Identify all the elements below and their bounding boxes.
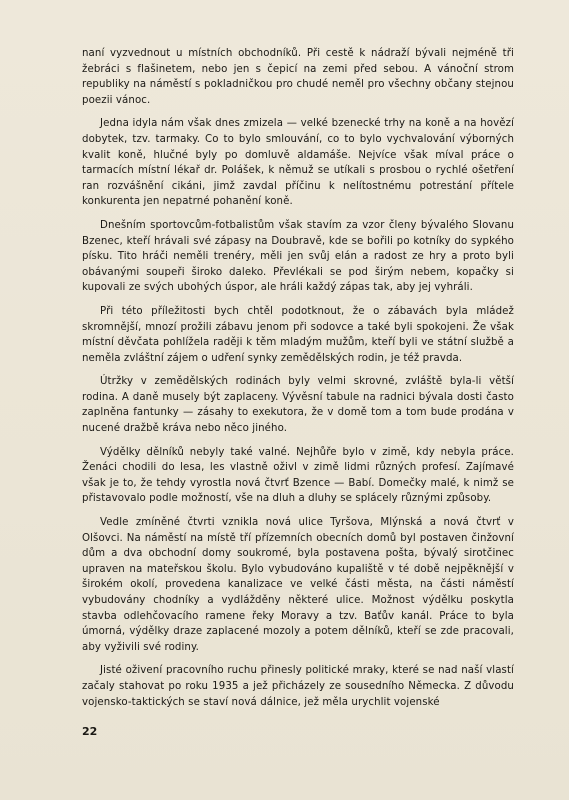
paragraph: Dnešním sportovcům-fotbalistům však stavím za vzor členy bývalého Slovanu Bzenec, kteří hrávali své zápasy na Doubravě, kde se bořili po kotníky do sypkého písku. Tito hráči neměli trenéry, měli jen svůj elán a radost ze hry a proto byli obávanými soupeři široko daleko. Převlékali se pod širým nebem, kopačky si kupovali ze svých ubohých úspor, ale hráli každý zápas tak, aby jej vyhráli. [82, 219, 514, 294]
paragraph: Jisté oživení pracovního ruchu přinesly politické mraky, které se nad naší vlastí začaly stahovat po roku 1935 a jež přicházely ze sousedního Německa. Z důvodu vojensko-taktických se staví nová dálnice, jež měla urychlit vojenské [82, 665, 514, 708]
paragraph: naní vyzvednout u místních obchodníků. Při cestě k nádraží bývali nejméně tři žebráci s flašinetem, nebo jen s čepicí na zemi před sebou. A vánoční strom republiky na náměstí s pokladničkou pro chudé neměl pro všechny občany stejnou poezii vánoc. [82, 48, 514, 106]
page-number: 22 [82, 725, 98, 738]
body-text [82, 46, 514, 718]
paragraph: Vedle zmíněné čtvrti vznikla nová ulice Tyršova, Mlýnská a nová čtvrť v Olšovci. Na náměstí na místě tří přízemních obecních domů byl postaven činžovní dům a dva obchodní domy soukromé, byla postavena pošta, bývalý sirotčinec upraven na mateřskou školu. Bylo vybudováno kupaliště v té době nejpěknější v širokém okolí, provedena kanalizace ve velké části města, na části náměstí vybudovány chodníky a vydlážděny některé ulice. Možnost výdělku poskytla stavba odlehčovacího ramene řeky Moravy a tzv. Baťův kanál. Práce to byla úmorná, výdělky draze zaplacené mozoly a potem dělníků, kteří se zde pracovali, aby vyživili své rodiny. [82, 517, 514, 653]
paragraph: Jedna idyla nám však dnes zmizela — velké bzenecké trhy na koně a na hovězí dobytek, tzv. tarmaky. Co to bylo smlouvání, co to bylo vychvalování výborných kvalit koně, hlučné byly po domluvě aldamáše. Nejvíce však míval práce o tarmacích místní lékař dr. Polášek, k němuž se utíkali s prosbou o rychlé ošetření ran rozvášnění cikáni, jimž zavdal příčinu k nelítostnému potrestání přítele konkurenta jen nepatrné pohanění koně. [82, 118, 514, 208]
paragraph: Výdělky dělníků nebyly také valné. Nejhůře bylo v zimě, kdy nebyla práce. Ženáci chodili do lesa, les vlastně oživl v zimě lidmi různých profesí. Zajímavé však je to, že tehdy vyrostla nová čtvrť Bzence — Babí. Domečky malé, k nimž se přistavovalo podle možností, vše na dluh a dluhy se splácely různými způsoby. [82, 446, 514, 505]
paragraph: Při této příležitosti bych chtěl podotknout, že o zábavách byla mládež skromnější, mnozí prožili zábavu jenom při sodovce a také byli spokojeni. Že však místní děvčata pohlížela raději k těm mladým mužům, kteří byli ve státní službě a neměla zvláštní zájem o udření synky zemědělských rodin, je též pravda. [82, 305, 514, 364]
paragraph: Útržky v zemědělských rodinách byly velmi skrovné, zvláště byla-li větší rodina. A daně musely být zaplaceny. Vývěsní tabule na radnici bývala dosti často zaplněna fantunky — zásahy to exekutora, že v domě tom a tom bude prodána v nucené dražbě kráva nebo něco jiného. [82, 376, 514, 435]
